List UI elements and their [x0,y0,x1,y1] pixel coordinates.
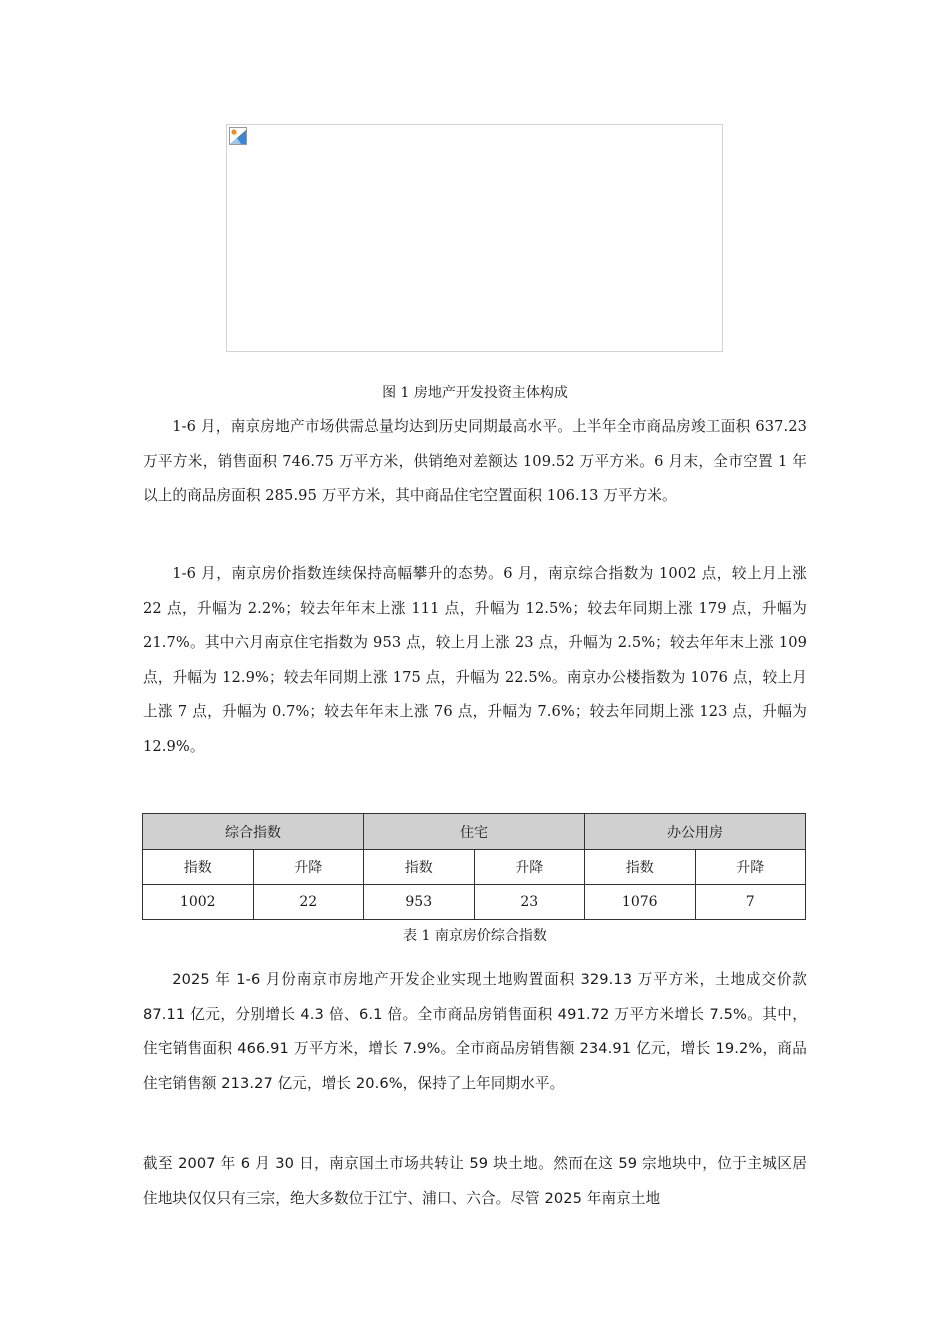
table-subheader: 指数 [143,850,254,885]
table-cell: 22 [253,885,364,920]
table-cell: 1002 [143,885,254,920]
table-subheader: 升降 [695,850,806,885]
table-cell: 1076 [585,885,696,920]
table-subheader: 升降 [253,850,364,885]
figure-caption: 图 1 房地产开发投资主体构成 [382,385,568,401]
broken-image-icon [229,127,247,145]
table-group-header: 综合指数 [143,814,364,850]
paragraph-market-supply: 1-6 月，南京房地产市场供需总量均达到历史同期最高水平。上半年全市商品房竣工面积 637.23 万平方米，销售面积 746.75 万平方米，供销绝对差额达 109.52 万平方米。6 月末，全市空置 1 年以上的商品房面积 285.95 万平方米，其中商品住宅空置面积 106.13 万平方米。 [143,418,807,504]
paragraph-price-index: 1-6 月，南京房价指数连续保持高幅攀升的态势。6 月，南京综合指数为 1002 点，较上月上涨 22 点，升幅为 2.2%；较去年年末上涨 111 点，升幅为 12.5%；较去年同期上涨 179 点，升幅为 21.7%。其中六月南京住宅指数为 953 点，较上月上涨 23 点，升幅为 2.5%；较去年年末上涨 109 点，升幅为 12.9%；较去年同期上涨 175 点，升幅为 22.5%。南京办公楼指数为 1076 点，较上月上涨 7 点，升幅为 0.7%；较去年年末上涨 76 点，升幅为 7.6%；较去年同期上涨 123 点，升幅为 12.9%。 [143,565,807,755]
table-cell: 953 [364,885,475,920]
table-group-header-row [143,814,806,850]
table-subheader: 指数 [585,850,696,885]
paragraph-land-transfer: 截至 2007 年 6 月 30 日，南京国土市场共转让 59 块土地。然而在这 59 宗地块中，位于主城区居住地块仅仅只有三宗，绝大多数位于江宁、浦口、六合。尽管 2025 年南京土地 [143,1155,807,1207]
table-row [143,885,806,920]
table-cell: 7 [695,885,806,920]
table-subheader: 指数 [364,850,475,885]
table-group-header: 办公用房 [585,814,806,850]
table-cell: 23 [474,885,585,920]
figure-image-placeholder [226,124,723,352]
paragraph-land-sales: 2025 年 1-6 月份南京市房地产开发企业实现土地购置面积 329.13 万平方米，土地成交价款 87.11 亿元，分别增长 4.3 倍、6.1 倍。全市商品房销售面积 491.72 万平方米增长 7.5%。其中，住宅销售面积 466.91 万平方米，增长 7.9%。全市商品房销售额 234.91 亿元，增长 19.2%，商品住宅销售额 213.27 亿元，增长 20.6%，保持了上年同期水平。 [143,971,807,1092]
table-caption: 表 1 南京房价综合指数 [403,928,547,944]
table-subheader: 升降 [474,850,585,885]
price-index-table [142,813,806,920]
table-subheader-row [143,850,806,885]
table-group-header: 住宅 [364,814,585,850]
